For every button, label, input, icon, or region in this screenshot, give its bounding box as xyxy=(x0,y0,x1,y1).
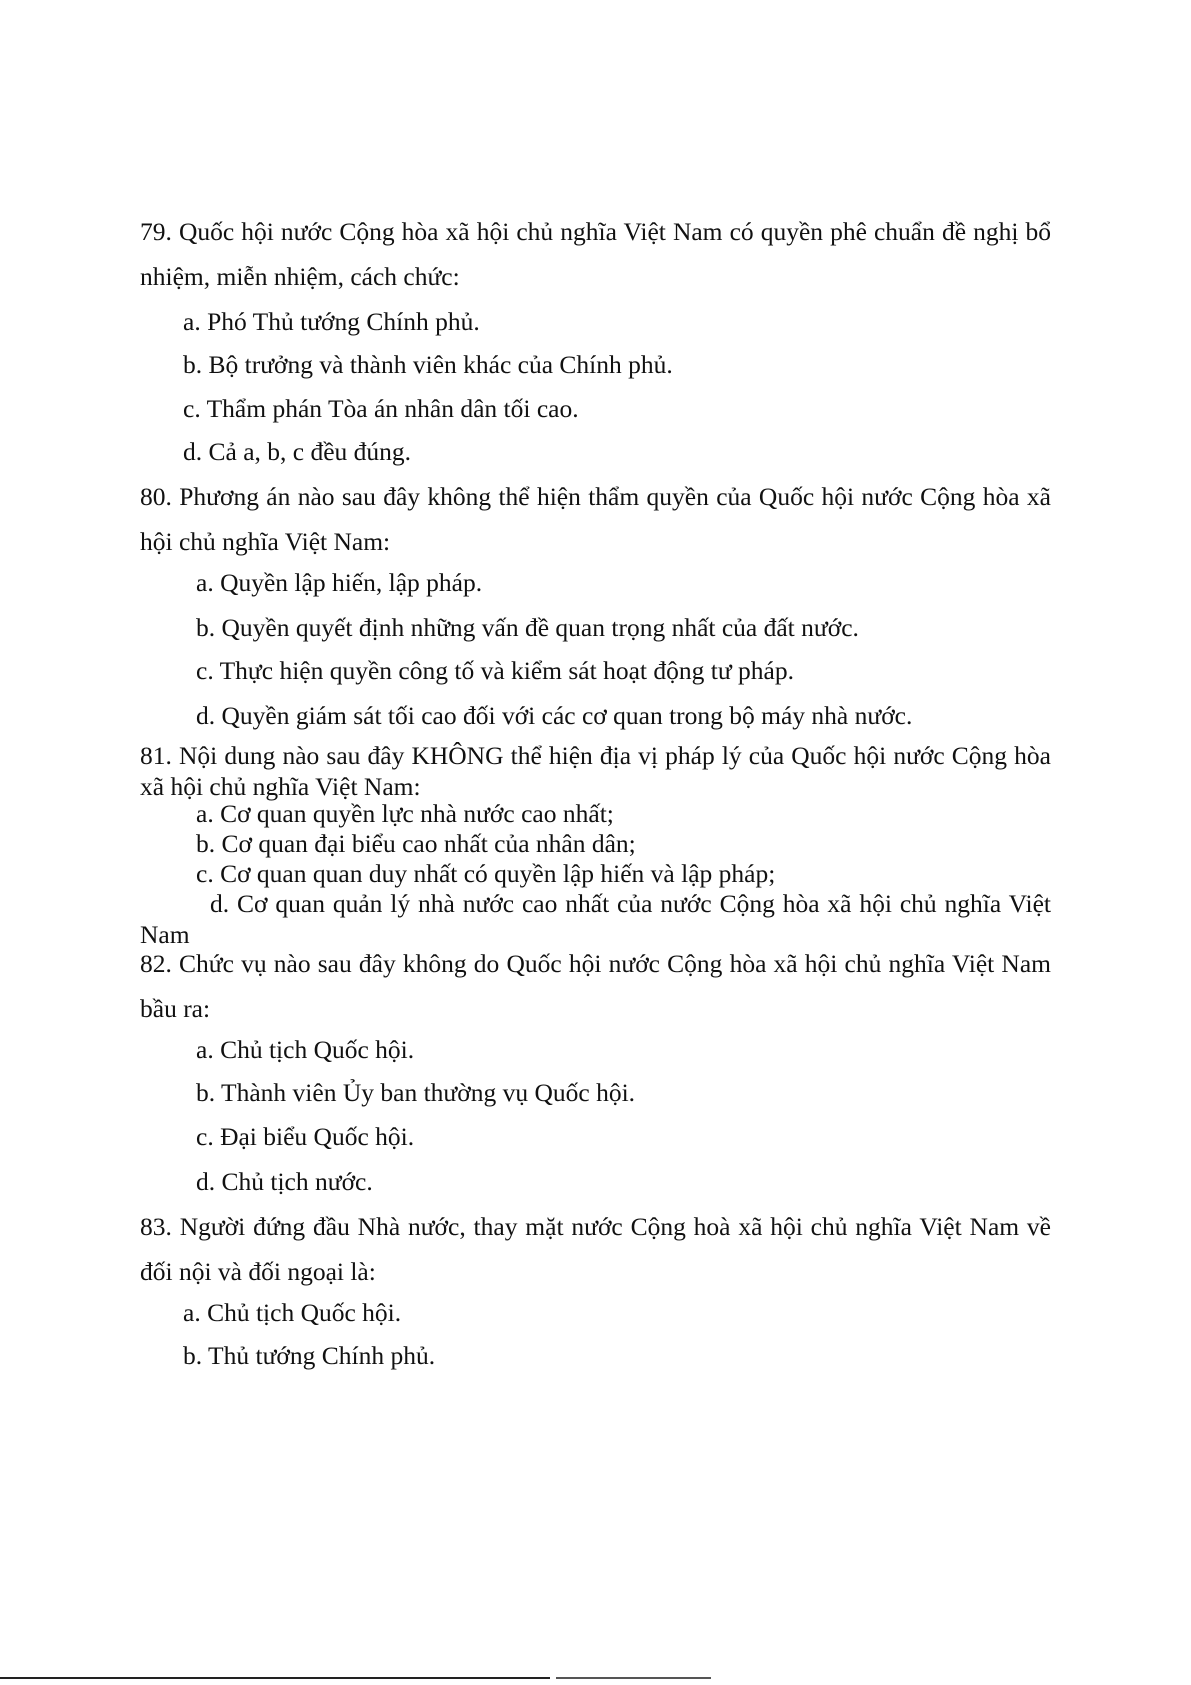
question-79-option-c: c. Thẩm phán Tòa án nhân dân tối cao. xyxy=(183,394,579,423)
question-81-option-b: b. Cơ quan đại biểu cao nhất của nhân dân; xyxy=(196,829,636,858)
question-80-option-d: d. Quyền giám sát tối cao đối với các cơ quan trong bộ máy nhà nước. xyxy=(196,701,913,730)
question-82-option-b: b. Thành viên Ủy ban thường vụ Quốc hội. xyxy=(196,1078,636,1107)
question-81-option-d: d. Cơ quan quản lý nhà nước cao nhất của nước Cộng hòa xã hội chủ nghĩa Việt Nam xyxy=(140,889,1051,949)
question-82-option-c: c. Đại biểu Quốc hội. xyxy=(196,1122,415,1151)
question-83-option-a: a. Chủ tịch Quốc hội. xyxy=(183,1298,402,1327)
question-83-option-b: b. Thủ tướng Chính phủ. xyxy=(183,1341,436,1370)
question-80-option-b: b. Quyền quyết định những vấn đề quan trọng nhất của đất nước. xyxy=(196,613,859,642)
page-bottom-rule-segment xyxy=(556,1677,711,1679)
question-81-stem: 81. Nội dung nào sau đây KHÔNG thể hiện địa vị pháp lý của Quốc hội nước Cộng hòa xã hội chủ nghĩa Việt Nam: xyxy=(140,741,1051,801)
question-83-stem: 83. Người đứng đầu Nhà nước, thay mặt nước Cộng hoà xã hội chủ nghĩa Việt Nam về đối nội và đối ngoại là: xyxy=(140,1212,1051,1286)
question-81-option-a: a. Cơ quan quyền lực nhà nước cao nhất; xyxy=(196,799,614,828)
question-80-option-c: c. Thực hiện quyền công tố và kiểm sát hoạt động tư pháp. xyxy=(196,656,794,685)
question-79-stem: 79. Quốc hội nước Cộng hòa xã hội chủ nghĩa Việt Nam có quyền phê chuẩn đề nghị bổ nhiệm, miễn nhiệm, cách chức: xyxy=(140,217,1051,291)
question-82-stem: 82. Chức vụ nào sau đây không do Quốc hội nước Cộng hòa xã hội chủ nghĩa Việt Nam bầu ra: xyxy=(140,949,1051,1023)
page-bottom-rule xyxy=(0,1677,550,1679)
question-81-option-c: c. Cơ quan quan duy nhất có quyền lập hiến và lập pháp; xyxy=(196,859,776,888)
question-80-stem: 80. Phương án nào sau đây không thể hiện thẩm quyền của Quốc hội nước Cộng hòa xã hội chủ nghĩa Việt Nam: xyxy=(140,482,1051,556)
question-79-option-a: a. Phó Thủ tướng Chính phủ. xyxy=(183,307,480,336)
question-82-option-d: d. Chủ tịch nước. xyxy=(196,1167,373,1196)
question-79-option-b: b. Bộ trưởng và thành viên khác của Chính phủ. xyxy=(183,350,673,379)
question-82-option-a: a. Chủ tịch Quốc hội. xyxy=(196,1035,415,1064)
question-80-option-a: a. Quyền lập hiến, lập pháp. xyxy=(196,568,483,597)
question-79-option-d: d. Cả a, b, c đều đúng. xyxy=(183,437,412,466)
